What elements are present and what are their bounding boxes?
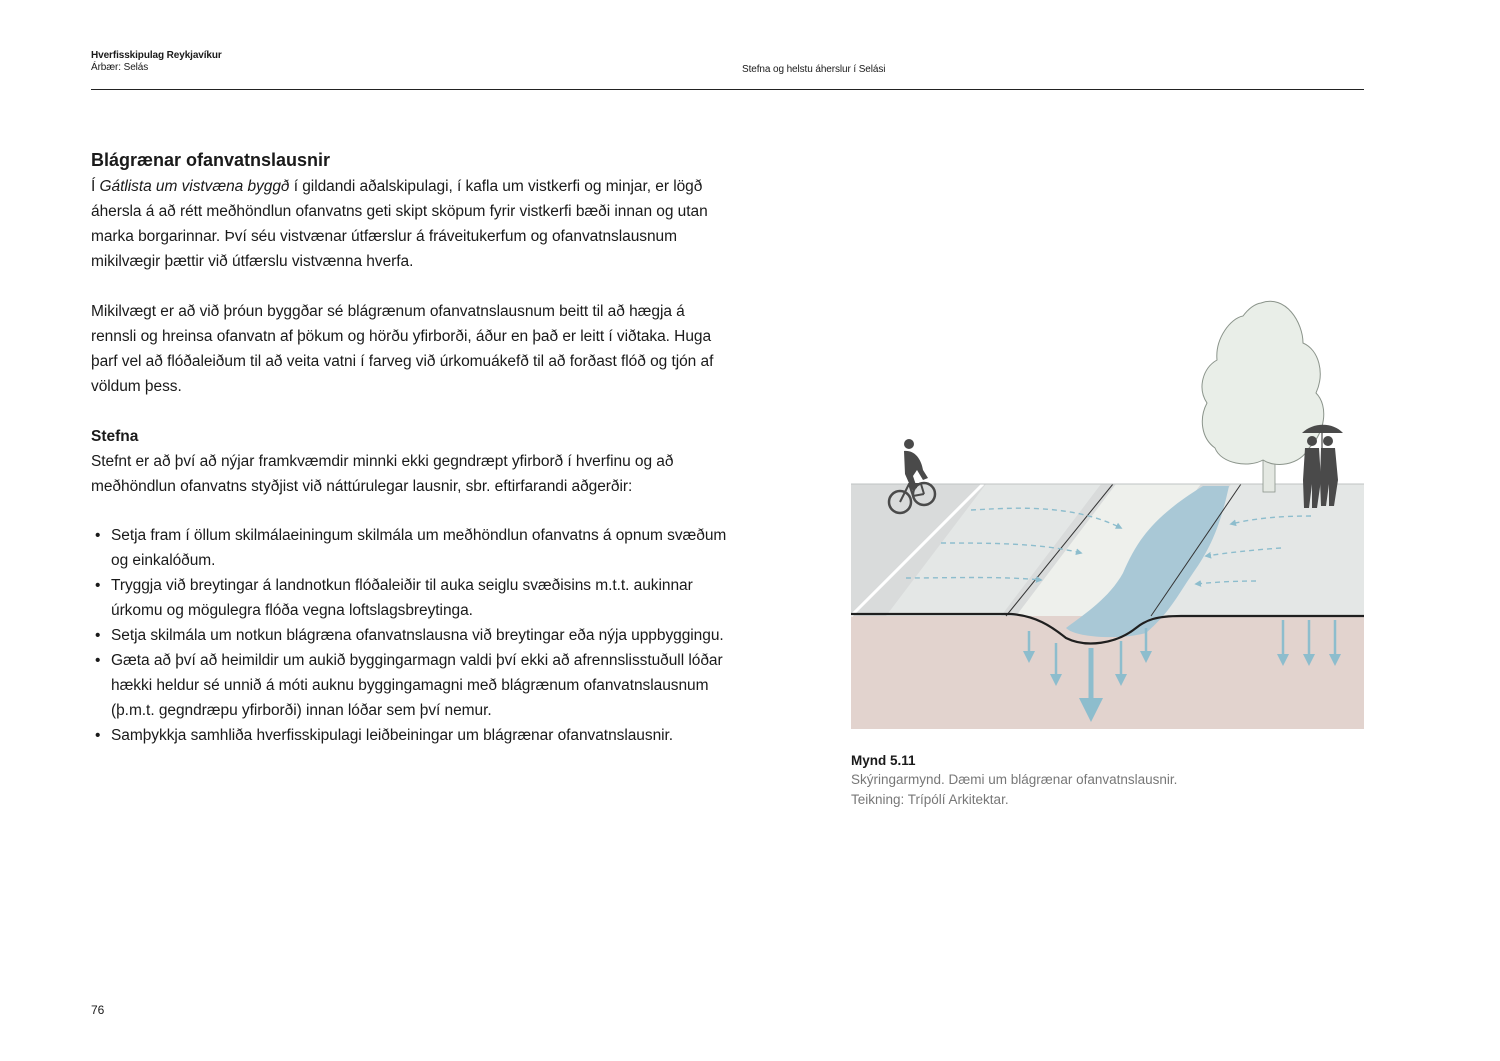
action-list-item: • Samþykkja samhliða hverfisskipulagi leiðbeiningar um blágrænar ofanvatnslausnir. (91, 723, 731, 748)
figure-caption (851, 770, 1364, 810)
section-title: Stefna og helstu áherslur í Selási (742, 64, 886, 75)
figure-credit-line: Teikning: Trípólí Arkitektar. (851, 792, 1009, 807)
figure-caption-line: Skýringarmynd. Dæmi um blágrænar ofanvatnslausnir. (851, 772, 1178, 787)
second-paragraph: Mikilvægt er að við þróun byggðar sé blágrænum ofanvatnslausnum beitt til að hægja á rennsli og hreinsa ofanvatn af þökum og hörðu yfirborði, áður en það er leitt í viðtaka. Huga þarf vel að flóðaleiðum til að veita vatni í farveg við úrkomuákefð til að forðast flóð og tjón af völdum þess. (91, 303, 714, 395)
intro-prefix: Í (91, 178, 100, 195)
pedestrian-head (1323, 436, 1333, 446)
tree-crown (1202, 301, 1324, 464)
action-list-item: • Setja skilmála um notkun blágræna ofanvatnslausna við breytingar eða nýja uppbyggingu. (91, 623, 731, 648)
action-list-item: • Setja fram í öllum skilmálaeiningum skilmála um meðhöndlun ofanvatns á opnum svæðum og einkalóðum. (91, 523, 731, 573)
intro-rest: í gildandi aðalskipulagi, í kafla um vistkerfi og minjar, er lögð áhersla á að rétt meðhöndlun ofanvatns geti skipt sköpum fyrir vistkerfi bæði innan og utan marka borgarinnar. Því séu vistvænar útfærslur á fráveitukerfum og ofanvatnslausnum mikilvægir þættir við útfærslu vistvænna hverfa. (91, 178, 708, 270)
document-title: Hverfisskipulag Reykjavíkur (91, 50, 222, 61)
document-subtitle: Árbær: Selás (91, 62, 149, 73)
intro-italic-title: Gátlista um vistvæna byggð (99, 178, 290, 195)
figure-label: Mynd 5.11 (851, 753, 916, 768)
header-divider (91, 89, 1364, 90)
action-list-item: • Gæta að því að heimildir um aukið byggingarmagn valdi því ekki að afrennslisstuðull lóðar hækki heldur sé unnið á móti auknu byggingamagni með blágrænum ofanvatnslausnum (þ.m.t. gegndræpu yfirborði) innan lóðar sem því nemur. (91, 648, 731, 723)
policy-heading: Stefna (91, 428, 139, 445)
pedestrian-head (1307, 436, 1317, 446)
bluegreen-stormwater-illustration (851, 298, 1364, 729)
pedestrian-body (1320, 448, 1338, 506)
action-list (91, 523, 731, 748)
action-list-item: • Tryggja við breytingar á landnotkun flóðaleiðir til auka seiglu svæðisins m.t.t. aukinnar úrkomu og mögulegra flóða vegna loftslagsbreytinga. (91, 573, 731, 623)
policy-paragraph: Stefnt er að því að nýjar framkvæmdir minnki ekki gegndræpt yfirborð í hverfinu og að meðhöndlun ofanvatns styðjist við náttúrulegar lausnir, sbr. eftirfarandi aðgerðir: (91, 453, 674, 495)
page-number: 76 (91, 1003, 105, 1017)
intro-paragraph (91, 174, 731, 274)
cyclist-head (904, 439, 914, 449)
section-heading: Blágrænar ofanvatnslausnir (91, 150, 331, 170)
